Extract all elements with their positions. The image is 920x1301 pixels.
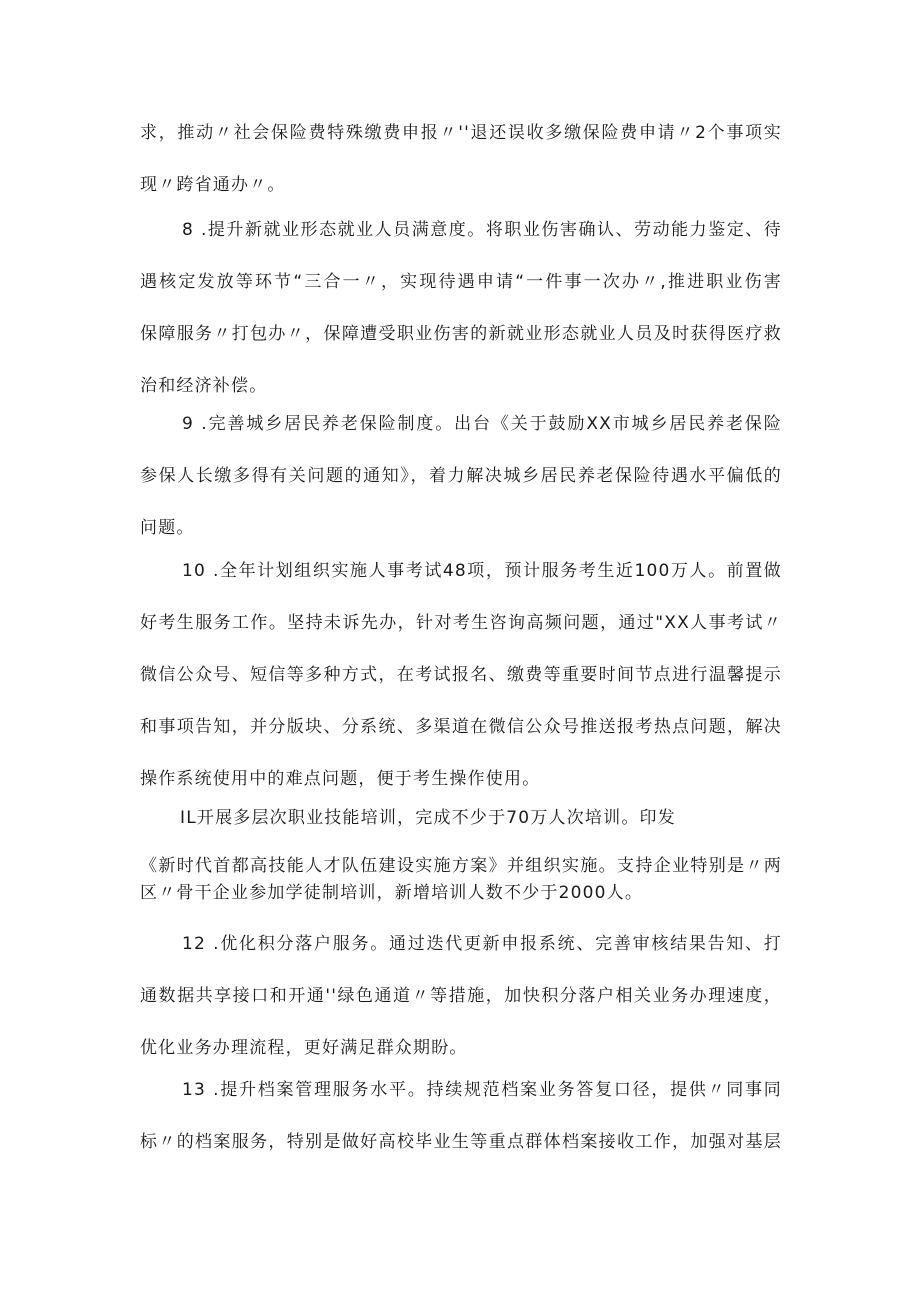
text-line: 问题。 [140,518,195,538]
text-line: 10 .全年计划组织实施人事考试48项，预计服务考生近100万人。前置做 [182,561,782,581]
text-line: 现〃跨省通办〃。 [140,175,286,195]
text-line: 保障服务〃打包办〃，保障遭受职业伤害的新就业形态就业人员及时获得医疗救 [140,324,782,344]
text-line: 优化业务办理流程，更好满足群众期盼。 [140,1038,468,1058]
text-line: 12 .优化积分落户服务。通过迭代更新申报系统、完善审核结果告知、打 [182,934,782,954]
text-line: 和事项告知，并分版块、分系统、多渠道在微信公众号推送报考热点问题，解决 [140,717,782,737]
text-line: 治和经济补偿。 [140,376,268,396]
text-line: 微信公众号、短信等多种方式，在考试报名、缴费等重要时间节点进行温馨提示 [140,665,782,685]
paragraph-item-11 [140,792,782,844]
text-line: 标〃的档案服务，特别是做好高校毕业生等重点群体档案接收工作，加强对基层 [140,1132,782,1152]
text-line: IL开展多层次职业技能培训，完成不少于70万人次培训。印发 [180,808,676,828]
text-line: 8 .提升新就业形态就业人员满意度。将职业伤害确认、劳动能力鉴定、待 [182,220,782,240]
text-line: 好考生服务工作。坚持未诉先办，针对考生咨询高频问题，通过"XX人事考试〃 [140,613,782,633]
text-line: 通数据共享接口和开通''绿色通道〃等措施，加快积分落户相关业务办理速度， [140,986,782,1006]
paragraph-item-11-body [140,853,782,907]
text-line: 参保人长缴多得有关问题的通知》，着力解决城乡居民养老保险待遇水平偏低的 [140,466,782,486]
text-line: 遇核定发放等环节“三合一〃，实现待遇申请“一件事一次办〃,推进职业伤害 [140,272,782,292]
text-line: 求，推动〃社会保险费特殊缴费申报〃''退还误收多缴保险费申请〃2个事项实 [140,123,782,143]
paragraph-item-10 [140,545,782,805]
paragraph-item-12 [140,918,782,1074]
text-line: 13 .提升档案管理服务水平。持续规范档案业务答复口径，提供〃同事同 [182,1080,782,1100]
paragraph-item-13 [140,1064,782,1168]
text-line: 9 .完善城乡居民养老保险制度。出台《关于鼓励XX市城乡居民养老保险 [182,414,782,434]
text-line: 《新时代首都高技能人才队伍建设实施方案》并组织实施。支持企业特别是〃两 [140,856,782,876]
paragraph-item-9 [140,398,782,554]
paragraph-continuation [140,107,782,211]
text-line: 区〃骨干企业参加学徒制培训，新增培训人数不少于2000人。 [140,883,644,903]
text-line: 操作系统使用中的难点问题，便于考生操作使用。 [140,769,541,789]
paragraph-item-8 [140,204,782,412]
